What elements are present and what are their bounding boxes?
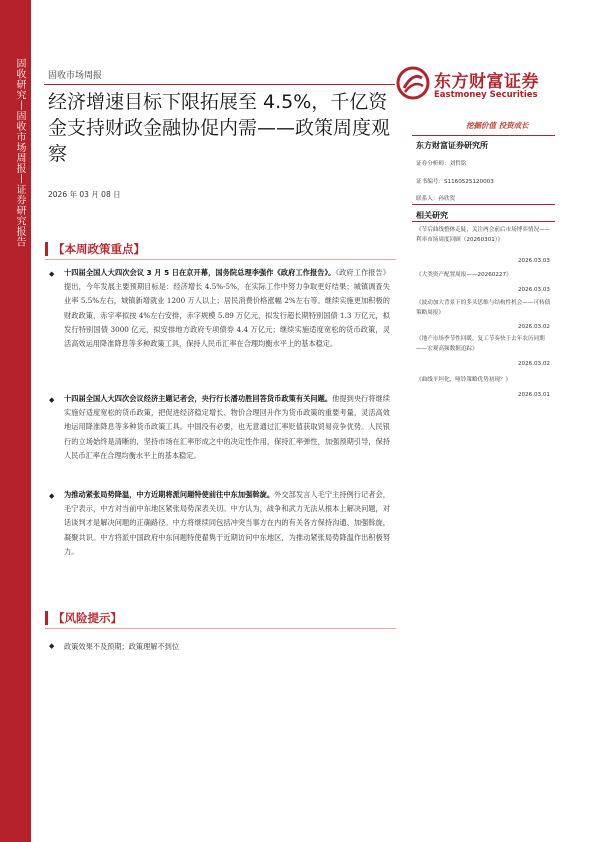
section-marker bbox=[45, 242, 48, 256]
bullet-1-lead: 十四届全国人大四次会议 3 月 5 日在京开幕，国务院总理李强作《政府工作报告》。 bbox=[64, 268, 336, 277]
bullet-marker: ◆ bbox=[49, 492, 55, 500]
brand-slogan: 挖掘价值 投资成长 bbox=[466, 121, 529, 130]
related-item-1-date: 2026.03.03 bbox=[517, 258, 550, 264]
related-item-5[interactable]: 《曲线平坦化，哑铃策略优势初现？》 bbox=[416, 377, 512, 383]
brand-name-cn: 东方财富证券 bbox=[434, 72, 539, 92]
bullet-marker: ◆ bbox=[49, 270, 55, 278]
bullet-paragraph-1 bbox=[64, 266, 390, 351]
related-research-title: 相关研究 bbox=[416, 211, 448, 220]
bullet-marker: ◆ bbox=[49, 396, 55, 404]
section-marker bbox=[45, 611, 48, 625]
certificate-number: 证书编号：S1160525120003 bbox=[416, 179, 494, 185]
related-item-2-date: 2026.03.03 bbox=[517, 287, 550, 293]
bullet-2-lead: 十四届全国人大四次会议经济主题记者会，央行行长潘功胜回答货币政策有关问题。 bbox=[64, 394, 333, 403]
bullet-3-lead: 为推动紧张局势降温，中方近期将派问题特使前往中东加强斡旋。 bbox=[64, 490, 275, 499]
report-date: 2026 年 03 月 08 日 bbox=[48, 190, 121, 199]
related-divider-top bbox=[412, 204, 555, 205]
risk-title: 【风险提示】 bbox=[53, 611, 122, 625]
side-band-label: 固收研究丨固收市场周报丨证券研究报告 bbox=[14, 58, 25, 247]
header-divider bbox=[44, 84, 395, 85]
bullet-paragraph-2 bbox=[64, 392, 390, 463]
report-type: 固收市场周报 bbox=[48, 71, 103, 81]
side-band bbox=[0, 0, 31, 842]
brand-name-en: Eastmoney Securities bbox=[434, 90, 538, 100]
key-points-header bbox=[45, 238, 396, 260]
risk-header bbox=[45, 607, 396, 629]
analyst-name: 证券分析师：刘哲铭 bbox=[416, 161, 467, 167]
related-item-3[interactable]: 《波动加大背景下的多头思维与结构性机会——可转债策略周报》 bbox=[416, 300, 551, 316]
related-divider-bottom bbox=[412, 221, 555, 222]
related-item-3-date: 2026.03.02 bbox=[517, 324, 550, 330]
brand-logo bbox=[396, 64, 556, 106]
sidebar-divider-top bbox=[412, 135, 555, 136]
section-underline bbox=[45, 259, 396, 260]
report-title: 经济增速目标下限拓展至 4.5%，千亿资金支持财政金融协促内需——政策周度观察 bbox=[48, 91, 391, 165]
bullet-3-body: 外交部发言人毛宁主持例行记者会，毛宁表示，中方对当前中东地区紧张局势深表关切。中方认为，战争和武力无法从根本上解决问题，对话谈判才是解决问题的正确路径。中方将继续同包括冲突当事方在内的有关各方保持沟通、加强斡旋，凝聚共识。中方将派中国政府中东问题特使翟隽于近期访问中东地区，为推动紧张局势降温作出积极努力。 bbox=[64, 490, 390, 556]
bullet-marker: ◆ bbox=[49, 642, 55, 650]
section-underline bbox=[45, 628, 396, 629]
risk-text: 政策效果不及预期；政策理解不到位 bbox=[64, 642, 180, 651]
related-item-1[interactable]: 《节后曲线整体走陡，关注两会前后市场博弈情况——利率市场周度回顾（20260301）》 bbox=[416, 227, 551, 243]
bullet-2-body: 他提到央行将继续实施好适度宽松的货币政策，把促进经济稳定增长、物价合理回升作为货币政策的重要考量，灵活高效地运用降准降息等多种货币政策工具。中国没有必要，也无意通过汇率贬值获取贸易竞争优势。人民银行的立场始终是清晰的，坚持市场在汇率形成之中的决定性作用，保持汇率弹性，加强预期引导，保持人民币汇率在合理均衡水平上的基本稳定。 bbox=[64, 394, 390, 460]
related-item-5-date: 2026.03.01 bbox=[517, 392, 550, 398]
institute-name: 东方财富证券研究所 bbox=[416, 141, 488, 150]
related-item-4-date: 2026.03.02 bbox=[517, 361, 550, 367]
related-item-4[interactable]: 《地产市场季节性回暖，复工节奏快于去年农历同期——宏观高频数据追踪》 bbox=[416, 336, 545, 352]
bullet-paragraph-3 bbox=[64, 488, 390, 559]
key-points-title: 【本周政策重点】 bbox=[53, 242, 145, 256]
bullet-1-body: 《政府工作报告》提出，今年发展主要预期目标是：经济增长 4.5%-5%，在实际工作中努力争取更好结果；城镇调查失业率 5.5%左右，城镇新增就业 1200 万人以上；居民消费价格涨幅 2%左右等。继续实施更加积极的财政政策，赤字率拟按 4%左右安排，赤字规模 5.89 万亿元，拟发行超长期特别国债 1.3 万亿元，拟发行特别国债 3000 亿元，拟安排地方政府专项债券 4.4 万亿元；继续实施适度宽松的货币政策，灵活高效运用降准降息等多种政策工具，保持人民币汇率在合理均衡水平上的基本稳定。 bbox=[64, 268, 390, 349]
contact-person: 联系人：孙欣贺 bbox=[416, 196, 456, 202]
eastmoney-logo-icon bbox=[396, 66, 430, 100]
related-item-2[interactable]: 《大类资产配置周报——20260227》 bbox=[416, 272, 512, 278]
